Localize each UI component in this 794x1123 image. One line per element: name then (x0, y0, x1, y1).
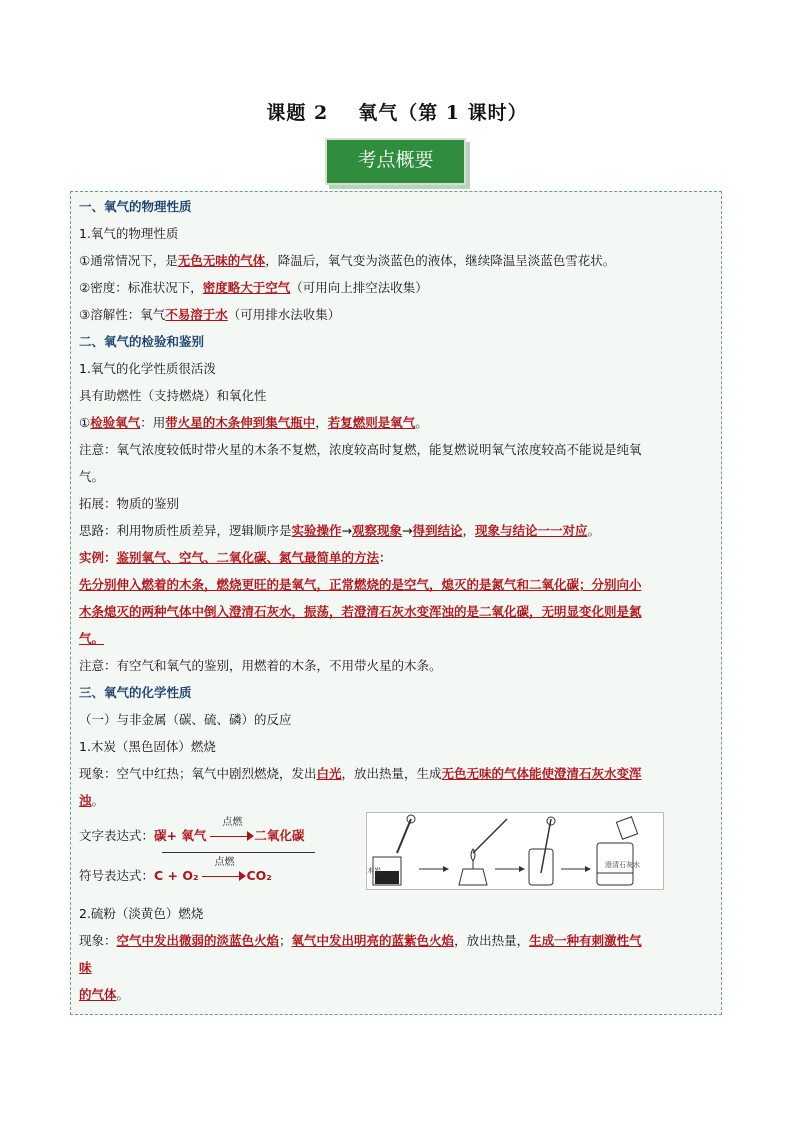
section-heading: 二、氧气的检验和鉴别 (79, 334, 205, 349)
note-line: 注意：有空气和氧气的鉴别，用燃着的木条，不用带火星的木条。 (79, 658, 442, 673)
text-line: 思路：利用物质性质差异，逻辑顺序是实验操作→观察现象→得到结论，现象与结论一一对应。 (79, 523, 601, 538)
text-line: 具有助燃性（支持燃烧）和氧化性 (79, 388, 267, 403)
method-line: 先分别伸入燃着的木条，燃烧更旺的是氧气，正常燃烧的是空气，熄灭的是氮气和二氧化碳；分别向小 (79, 577, 642, 592)
symbol-equation: 符号表达式：C + O₂ 点燃 CO₂ (79, 856, 272, 883)
lesson-topic: 氧气（第 1 课时） (358, 102, 528, 124)
method-line: 气。 (79, 631, 105, 646)
subheading: 1.木炭（黑色固体）燃烧 (79, 739, 216, 754)
method-line: 木条熄灭的两种气体中倒入澄清石灰水，振荡，若澄清石灰水变浑浊的是二氧化碳，无明显变化则是氮 (79, 604, 642, 619)
subheading: 2.硫粉（淡黄色）燃烧 (79, 906, 204, 921)
reaction-arrow: 点燃 (210, 830, 254, 844)
section-heading: 一、氧气的物理性质 (79, 199, 192, 214)
note-line: 注意：氧气浓度较低时带火星的木条不复燃，浓度较高时复燃，能复燃说明氧气浓度较高不能说是纯氧 (79, 442, 642, 457)
subheading: 1.氧气的物理性质 (79, 226, 179, 241)
reaction-arrow: 点燃 (202, 870, 246, 884)
text-line: 的气体。 (79, 987, 130, 1002)
note-line: 气。 (79, 469, 105, 484)
subheading: 1.氧气的化学性质很活泼 (79, 361, 216, 376)
page-title (0, 98, 794, 125)
section-badge: 考点概要 (325, 138, 466, 185)
text-line: ③溶解性：氧气不易溶于水（可用排水法收集） (79, 307, 341, 322)
subheading: （一）与非金属（碳、硫、磷）的反应 (79, 712, 292, 727)
experiment-illustration (366, 812, 664, 890)
charcoal-combustion-diagram (367, 813, 663, 889)
text-line: 味 (79, 960, 92, 975)
text-line: ①通常情况下，是无色无味的气体，降温后，氧气变为淡蓝色的液体，继续降温呈淡蓝色雪花状。 (79, 253, 616, 268)
text-line: ①检验氧气：用带火星的木条伸到集气瓶中，若复燃则是氧气。 (79, 415, 428, 430)
svg-text:澄清石灰水: 澄清石灰水 (605, 861, 640, 869)
divider (162, 852, 315, 853)
section-heading: 三、氧气的化学性质 (79, 685, 192, 700)
svg-text:木炭: 木炭 (367, 867, 381, 875)
text-line: 现象：空气中发出微弱的淡蓝色火焰；氧气中发出明亮的蓝紫色火焰，放出热量，生成一种有刺激性气 (79, 933, 642, 948)
lesson-number: 课题 2 (266, 102, 329, 124)
text-line: 浊。 (79, 793, 105, 808)
word-equation: 文字表达式：碳+ 氧气 点燃 二氧化碳 (79, 816, 305, 843)
text-line: 实例：鉴别氧气、空气、二氧化碳、氮气最简单的方法： (79, 550, 392, 565)
text-line: 现象：空气中红热；氧气中剧烈燃烧，发出白光，放出热量，生成无色无味的气体能使澄清石灰水变浑 (79, 766, 642, 781)
text-line: ②密度：标准状况下，密度略大于空气（可用向上排空法收集） (79, 280, 428, 295)
text-line: 拓展：物质的鉴别 (79, 496, 180, 511)
